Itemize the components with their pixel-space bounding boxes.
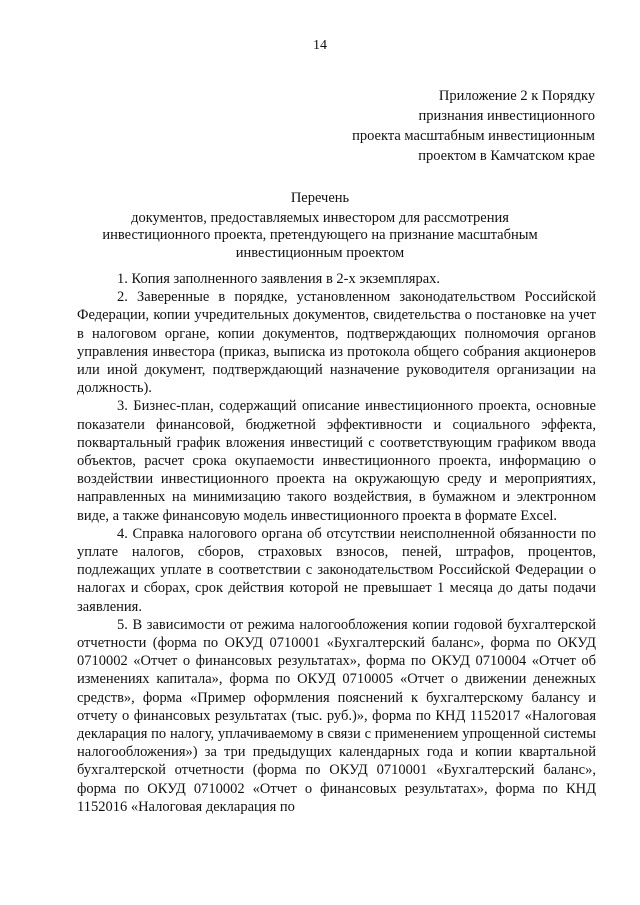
page-number: 14 bbox=[313, 38, 327, 53]
document-subtitle-line: инвестиционным проектом bbox=[235, 244, 405, 261]
appendix-line: признания инвестиционного bbox=[418, 108, 595, 124]
document-title-block bbox=[60, 190, 580, 262]
list-item-2: 2. Заверенные в порядке, установленном законодательством Российской Федерации, копии учредительных документов, свидетельства о постановке на учет в налоговом органе, копии документов, подтверждающих полномочия органов управления инвестора (приказ, выписка из протокола общего собрания акционеров или иной документ, подтверждающий назначение руководителя организации на должность). bbox=[77, 289, 596, 397]
document-subtitle-line: документов, предоставляемых инвестором для рассмотрения bbox=[131, 209, 509, 226]
appendix-line: проекта масштабным инвестиционным bbox=[352, 128, 595, 144]
list-item-1: 1. Копия заполненного заявления в 2-х экземплярах. bbox=[117, 271, 441, 287]
list-item-5: 5. В зависимости от режима налогообложения копии годовой бухгалтерской отчетности (форма по ОКУД 0710001 «Бухгалтерский баланс», форма по ОКУД 0710002 «Отчет о финансовых результатах», форма по ОКУД 0710004 «Отчет об изменениях капитала», форма по ОКУД 0710005 «Отчет о движении денежных средств», форма «Пример оформления пояснений к бухгалтерскому балансу и отчету о финансовых результатах (тыс. руб.)», форма по КНД 1152017 «Налоговая декларация по налогу, уплачиваемому в связи с применением упрощенной системы налогообложения») за три предыдущих календарных года и копии квартальной бухгалтерской отчетности (форма по ОКУД 0710001 «Бухгалтерский баланс», форма по ОКУД 0710002 «Отчет о финансовых результатах», форма по КНД 1152016 «Налоговая декларация по bbox=[77, 616, 596, 815]
list-item-4: 4. Справка налогового органа об отсутствии неисполненной обязанности по уплате налогов, сборов, страховых взносов, пеней, штрафов, процентов, подлежащих уплате в соответствии с законодательством Российской Федерации о налогах и сборах, срок действия которой не превышает 1 месяца до даты подачи заявления. bbox=[77, 525, 596, 615]
appendix-line: Приложение 2 к Порядку bbox=[438, 88, 595, 104]
appendix-header bbox=[265, 86, 595, 166]
list-item-3: 3. Бизнес-план, содержащий описание инвестиционного проекта, основные показатели финансовой, бюджетной эффективности и социального эффекта, поквартальный график вложения инвестиций с соответствующим графиком ввода объектов, расчет срока окупаемости инвестиционного проекта, информацию о воздействии инвестиционного проекта на окружающую среду и мероприятиях, направленных на минимизацию такого воздействия, в бумажном и электронном виде, а также финансовую модель инвестиционного проекта в формате Excel. bbox=[77, 398, 596, 524]
document-body bbox=[77, 270, 596, 816]
document-subtitle-line: инвестиционного проекта, претендующего на признание масштабным bbox=[102, 227, 538, 243]
appendix-line: проектом в Камчатском крае bbox=[418, 148, 595, 164]
document-heading: Перечень bbox=[290, 190, 350, 206]
